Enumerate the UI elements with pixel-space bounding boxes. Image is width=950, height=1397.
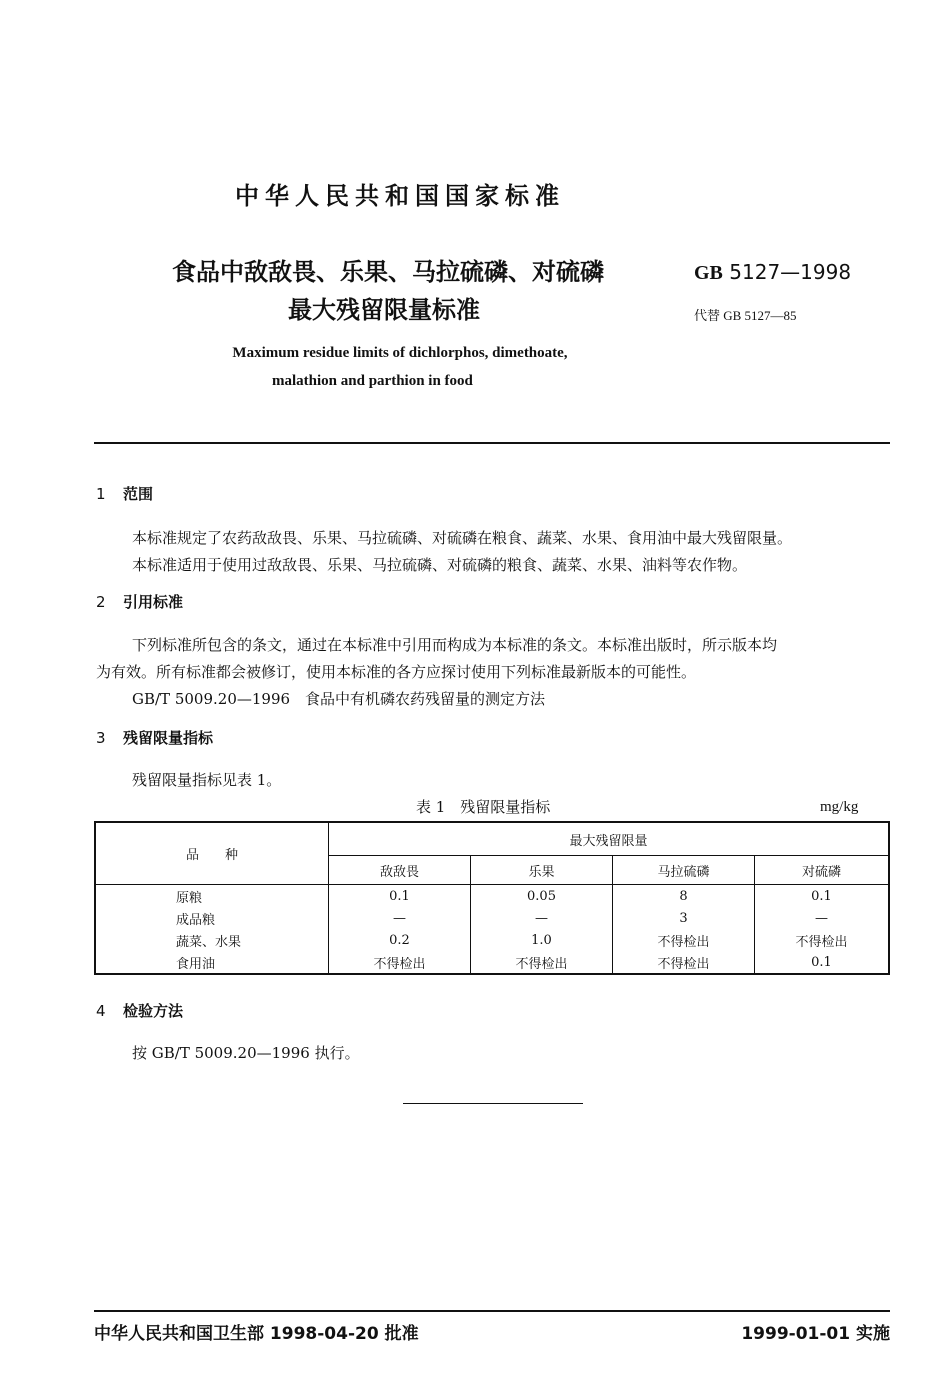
header-divider [94,442,890,444]
standard-type: 中华人民共和国国家标准 [235,182,565,210]
table-cell: 3 [613,907,755,929]
section-title: 范围 [123,485,154,503]
table-cell: 1.0 [471,929,613,951]
section-number: 1 [96,485,106,503]
paragraph: 为有效。所有标准都会被修订，使用本标准的各方应探讨使用下列标准最新版本的可能性。 [96,663,697,681]
column-header: 乐果 [471,856,613,885]
column-header: 敌敌畏 [329,856,471,885]
table-cell: 0.1 [755,885,890,908]
row-label: 原粮 [176,890,203,906]
table-cell: 0.1 [755,951,890,974]
section-title: 残留限量指标 [123,729,214,747]
column-group-header: 最大残留限量 [329,822,890,856]
table-cell: 0.05 [471,885,613,908]
table-cell: 不得检出 [613,951,755,974]
row-label: 食用油 [176,956,216,972]
paragraph: 下列标准所包含的条文，通过在本标准中引用而构成为本标准的条文。本标准出版时，所示版本均 [132,636,778,654]
paragraph: 本标准适用于使用过敌敌畏、乐果、马拉硫磷、对硫磷的粮食、蔬菜、水果、油料等农作物。 [132,556,748,574]
section-number: 2 [96,593,106,611]
effective-date: 1999-01-01 实施 [741,1324,890,1344]
row-label: 成品粮 [176,912,216,928]
table-cell: 0.1 [329,885,471,908]
approval-line: 中华人民共和国卫生部 1998-04-20 批准 [94,1324,419,1344]
end-divider [403,1103,583,1104]
table-unit: mg/kg [820,799,859,815]
referenced-standard: GB/T 5009.20—1996 食品中有机磷农药残留量的测定方法 [132,690,546,708]
table-row [95,907,889,929]
table-cell: 不得检出 [471,951,613,974]
title-cn-line1: 食品中敌敌畏、乐果、马拉硫磷、对硫磷 [172,258,604,286]
section-title: 引用标准 [123,593,184,611]
section-number: 3 [96,729,106,747]
section-2-heading [96,591,183,612]
section-4-heading [96,1000,183,1021]
section-3-heading [96,727,213,748]
table-cell: 不得检出 [755,929,890,951]
table-cell: 不得检出 [329,951,471,974]
table-row [95,929,889,951]
section-1-heading [96,483,153,504]
table-caption: 表 1 残留限量指标 [416,798,551,816]
paragraph: 本标准规定了农药敌敌畏、乐果、马拉硫磷、对硫磷在粮食、蔬菜、水果、食用油中最大残留限量。 [132,529,793,547]
section-number: 4 [96,1002,106,1020]
paragraph: 残留限量指标见表 1。 [132,771,282,789]
table-cell: 0.2 [329,929,471,951]
standard-code [694,260,851,285]
residue-limits-table [94,821,890,975]
row-label: 蔬菜、水果 [176,934,242,950]
table-cell: — [755,907,890,929]
replaces-code: 代替 GB 5127—85 [694,308,797,323]
table-cell: 不得检出 [613,929,755,951]
table-cell: 8 [613,885,755,908]
table-cell: — [471,907,613,929]
footer-divider [94,1310,890,1312]
code-prefix: GB [694,262,723,284]
title-en-line1: Maximum residue limits of dichlorphos, dimethoate, [232,345,568,361]
column-header: 对硫磷 [755,856,890,885]
table-row [95,885,889,908]
title-cn-line2: 最大残留限量标准 [288,296,480,324]
section-title: 检验方法 [123,1002,184,1020]
column-header-variety: 品 种 [95,822,329,885]
column-header: 马拉硫磷 [613,856,755,885]
paragraph: 按 GB/T 5009.20—1996 执行。 [132,1044,360,1062]
title-en-line2: malathion and parthion in food [272,373,473,389]
table-cell: — [329,907,471,929]
table-row [95,951,889,974]
code-number: 5127—1998 [729,260,852,284]
